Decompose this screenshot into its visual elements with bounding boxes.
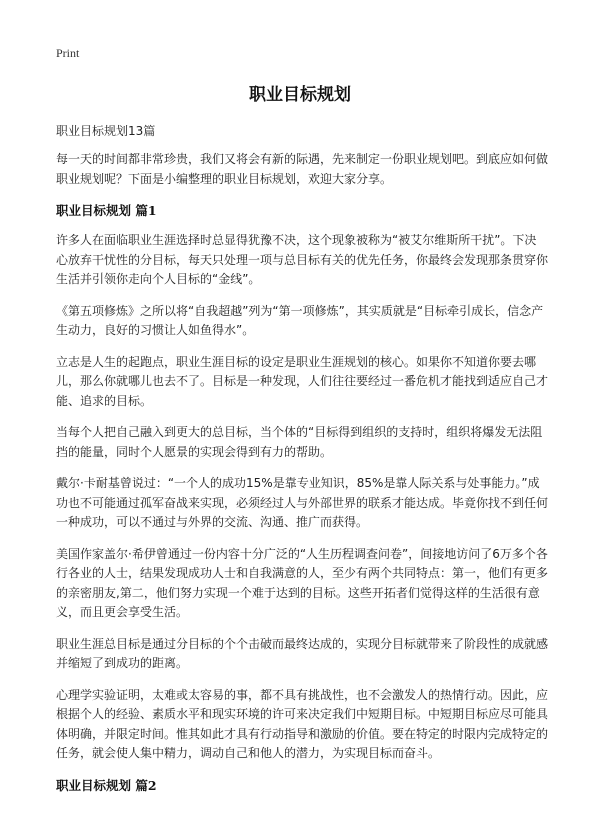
paragraph: 戴尔·卡耐基曾说过：“一个人的成功15%是靠专业知识，85%是靠人际关系与处事能力。”成功也不可能通过孤军奋战来实现，必须经过人与外部世界的联系才能达成。毕竟你找不到任何一种成功，可以不通过与外界的交流、沟通、推广而获得。: [56, 476, 549, 529]
paragraph: 心理学实验证明，太难或太容易的事，都不具有挑战性，也不会激发人的热情行动。因此，应根据个人的经验、素质水平和现实环境的许可来决定我们中短期目标。中短期目标应尽可能具体明确，并限定时间。惟其如此才具有行动指导和激励的价值。要在特定的时限内完成特定的任务，就会使人集中精力，调动自己和他人的潜力，为实现目标而奋斗。: [56, 687, 549, 760]
intro-paragraph: 每一天的时间都非常珍贵，我们又将会有新的际遇，先来制定一份职业规划吧。到底应如何做职业规划呢？下面是小编整理的职业目标规划，欢迎大家分享。: [56, 152, 549, 186]
paragraph: 美国作家盖尔·希伊曾通过一份内容十分广泛的“人生历程调查问卷”，间接地访问了6万多个各行各业的人士，结果发现成功人士和自我满意的人，至少有两个共同特点：第一，他们有更多的亲密朋友,第二，他们努力实现一个难于达到的目标。这些开拓者们觉得这样的生活很有意义，而且更会享受生活。: [56, 546, 549, 619]
paragraph: 立志是人生的起跑点，职业生涯目标的设定是职业生涯规划的核心。如果你不知道你要去哪儿，那么你就哪儿也去不了。目标是一种发现，人们往往要经过一番危机才能找到适应自己才能、追求的目标。: [56, 354, 549, 408]
article-body: [56, 150, 548, 806]
section-heading-1: 职业目标规划 篇1: [56, 203, 157, 218]
paragraph: 《第五项修炼》之所以将“自我超越”列为“第一项修炼”，其实质就是“目标牵引成长，信念产生动力，良好的习惯让人如鱼得水”。: [56, 303, 544, 337]
paragraph: 许多人在面临职业生涯选择时总显得犹豫不决，这个现象被称为“被艾尔维斯所干扰”。下决心放弃干忧性的分目标，每天只处理一项与总目标有关的优先任务，你最终会发现那条贯穿你生活并引领你走向个人目标的“金线”。: [56, 233, 549, 286]
document-subtitle: 职业目标规划13篇: [56, 124, 156, 138]
paragraph: 职业生涯总目标是通过分目标的个个击破而最终达成的，实现分目标就带来了阶段性的成就感并缩短了到成功的距离。: [56, 636, 549, 670]
paragraph: 当每个人把自己融入到更大的总目标，当个体的“目标得到组织的支持时，组织将爆发无法阻挡的能量，同时个人愿景的实现会得到有力的帮助。: [56, 425, 543, 459]
section-heading-2: 职业目标规划 篇2: [56, 777, 157, 793]
page-title: 职业目标规划: [249, 85, 351, 105]
print-link[interactable]: Print: [56, 46, 80, 60]
